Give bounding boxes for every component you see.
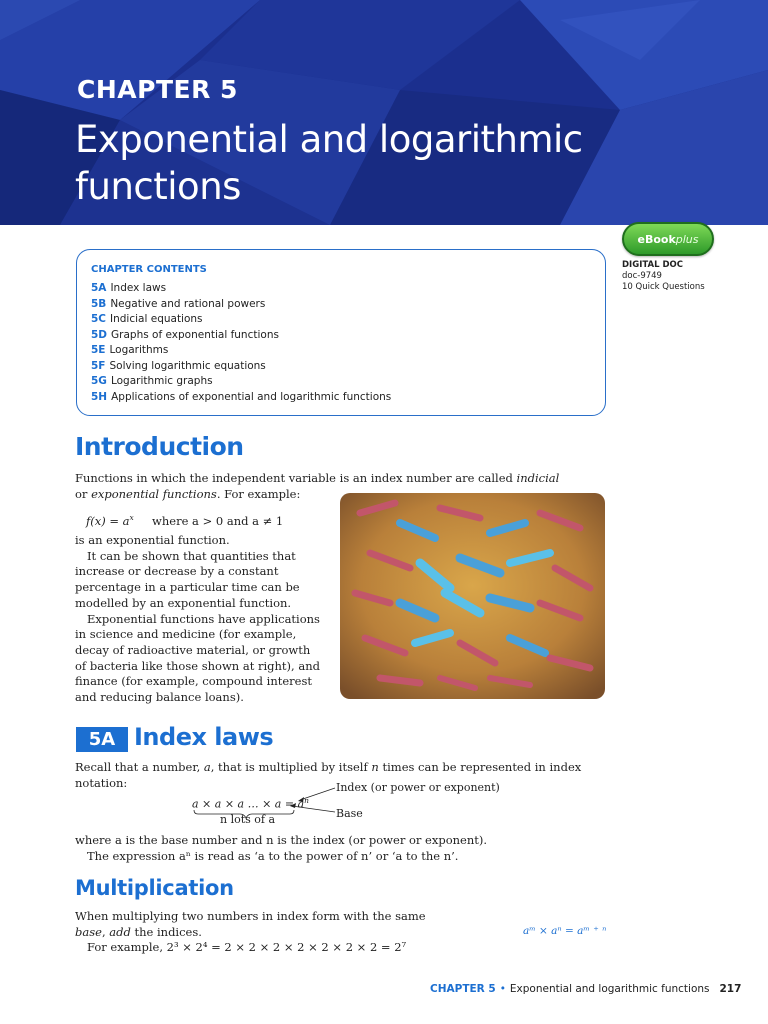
multiplication-heading: Multiplication — [75, 876, 234, 900]
contents-item[interactable] — [91, 328, 591, 344]
chapter-title: Exponential and logarithmic functions — [75, 118, 583, 208]
bacteria-image — [340, 493, 605, 699]
diagram-lots-label: n lots of a — [220, 813, 276, 826]
intro-text: Functions in which the independent variable is an index number are called — [75, 471, 517, 485]
contents-label: Negative and rational powers — [110, 297, 266, 310]
digital-doc-note[interactable] — [622, 260, 762, 293]
intro-text: or — [75, 486, 92, 501]
contents-code: 5H — [91, 390, 108, 403]
index-laws-heading: Index laws — [134, 723, 274, 751]
diagram-exponent: n — [304, 796, 309, 805]
recall-text: , that is multiplied by itself — [210, 760, 372, 774]
contents-item[interactable] — [91, 374, 591, 390]
contents-label: Graphs of exponential functions — [111, 328, 279, 341]
digital-doc-desc: 10 Quick Questions — [622, 282, 705, 292]
contents-item[interactable] — [91, 359, 591, 375]
page-number: 217 — [719, 983, 742, 995]
term-base: base — [75, 924, 102, 939]
contents-code: 5C — [91, 313, 107, 325]
footer-bullet: • — [499, 983, 506, 995]
contents-item[interactable] — [91, 281, 591, 297]
diagram-base-label: Base — [336, 807, 363, 820]
contents-label: Logarithms — [109, 344, 169, 356]
where-line: where a is the base number and n is the index (or power or exponent). — [75, 833, 488, 847]
digital-doc-code: doc-9749 — [622, 271, 662, 281]
contents-code: 5A — [91, 282, 107, 294]
intro-text: . For example: — [216, 486, 301, 501]
multiplication-rule: aᵐ × aⁿ = aᵐ ⁺ ⁿ — [523, 925, 607, 937]
formula-exponent: x — [129, 513, 134, 522]
term-indicial: indicial — [516, 471, 560, 485]
contents-code: 5G — [91, 375, 107, 387]
contents-code: 5B — [91, 297, 107, 310]
diagram-index-label: Index (or power or exponent) — [336, 781, 500, 794]
contents-item[interactable] — [91, 297, 591, 313]
multiplication-paragraph — [75, 909, 445, 956]
example-formula — [86, 510, 283, 530]
mult-text: the indices. — [130, 924, 202, 939]
chapter-label: CHAPTER 5 — [77, 75, 238, 104]
footer-chapter: CHAPTER 5 — [430, 983, 496, 995]
recall-text: times can be represented in index notation: — [75, 760, 582, 790]
recall-text: Recall that a number, — [75, 760, 204, 774]
mult-text: When multiplying two numbers in index form with the same — [75, 909, 426, 923]
formula-condition: where a > 0 and a ≠ 1 — [152, 513, 284, 528]
where-paragraph — [75, 833, 635, 864]
multiplication-example: For example, 2³ × 2⁴ = 2 × 2 × 2 × 2 × 2 × 2 × 2 = 2⁷ — [87, 940, 407, 955]
intro-line: It can be shown that quantities that increase or decrease by a constant percentage in a particular time can be modelled by an exponential function. — [75, 548, 300, 610]
expression-line: The expression aⁿ is read as ‘a to the power of n’ or ‘a to the n’. — [87, 848, 459, 863]
contents-label: Indicial equations — [110, 313, 203, 325]
introduction-heading: Introduction — [75, 432, 244, 461]
chapter-contents-box — [76, 249, 606, 416]
digital-doc-title: DIGITAL DOC — [622, 260, 683, 270]
contents-label: Solving logarithmic equations — [109, 359, 266, 372]
ebook-plus-badge[interactable] — [622, 222, 714, 256]
page-footer — [430, 983, 741, 995]
contents-item[interactable] — [91, 390, 591, 406]
contents-label: Index laws — [110, 282, 167, 294]
intro-body — [75, 533, 325, 706]
ebook-plus-label: plus — [675, 232, 699, 246]
formula-text: f(x) = a — [86, 513, 130, 528]
var-a: a — [203, 760, 211, 774]
contents-heading: CHAPTER CONTENTS — [91, 264, 207, 275]
term-add: add — [109, 924, 131, 939]
contents-label: Logarithmic graphs — [110, 375, 213, 387]
term-exponential: exponential functions — [91, 486, 217, 501]
footer-title: Exponential and logarithmic functions — [509, 983, 710, 995]
ebook-label: eBook — [637, 232, 676, 246]
contents-code: 5E — [91, 344, 106, 356]
index-notation-diagram — [180, 778, 520, 830]
var-n: n — [371, 760, 379, 774]
diagram-expression — [192, 796, 309, 811]
section-tag-5a: 5A — [76, 727, 128, 752]
diagram-expression-text: a × a × a … × a = a — [192, 797, 305, 811]
mult-text: , — [101, 924, 110, 939]
intro-line: Exponential functions have applications in science and medicine (for example, decay of radioactive material, or growth of bacteria like those shown at right), and finance (for example, compound interest and reducing balance loans). — [75, 611, 320, 705]
contents-code: 5F — [91, 359, 106, 372]
chapter-banner — [0, 0, 768, 225]
contents-item[interactable] — [91, 312, 591, 328]
contents-item[interactable] — [91, 343, 591, 359]
intro-line: is an exponential function. — [75, 533, 230, 547]
contents-label: Applications of exponential and logarithmic functions — [111, 390, 392, 403]
contents-code: 5D — [91, 328, 108, 341]
